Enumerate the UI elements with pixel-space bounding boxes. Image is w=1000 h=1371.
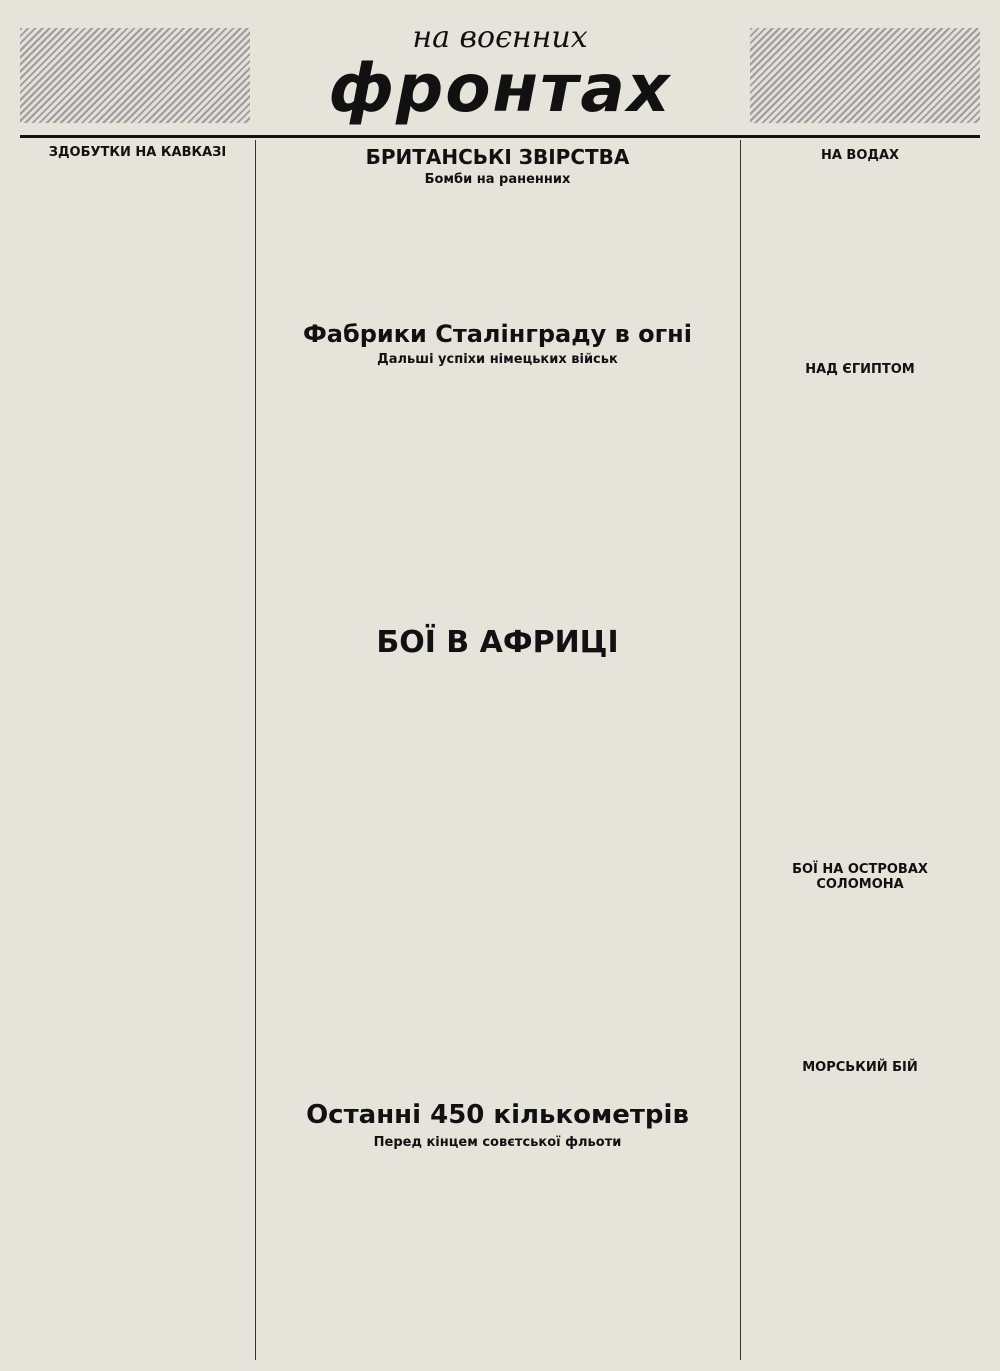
subhead-last450: Перед кінцем совєтської фльоти (373, 1135, 622, 1150)
headline-britain: БРИТАНСЬКІ ЗВІРСТВА (365, 145, 630, 169)
masthead-line1: на воєнних (412, 20, 588, 55)
headline-naval: МОРСЬКИЙ БІЙ (802, 1060, 918, 1075)
headline-last450: Останні 450 кількометрів (306, 1100, 689, 1130)
subhead-stalingrad: Дальші успіхи німецьких військ (377, 352, 618, 367)
headline-sea: НА ВОДАХ (820, 148, 900, 163)
headline-egypt: НАД ЄГИПТОМ (805, 362, 915, 377)
headline-africa: БОЇ В АФРИЦІ (376, 625, 619, 660)
column-rule (740, 140, 741, 1360)
subhead-britain: Бомби на раненних (424, 172, 571, 187)
masthead (20, 20, 980, 138)
headline-solomon: БОЇ НА ОСТРОВАХ СОЛОМОНА (792, 862, 928, 892)
headline-stalingrad: Фабрики Сталінграду в огні (303, 320, 692, 348)
column-rule (255, 140, 256, 1360)
masthead-illustration-right (750, 28, 980, 123)
masthead-illustration-left (20, 28, 250, 123)
headline-caucasus: ЗДОБУТКИ НА КАВКАЗІ (48, 145, 227, 160)
masthead-line2: фронтах (328, 50, 672, 127)
